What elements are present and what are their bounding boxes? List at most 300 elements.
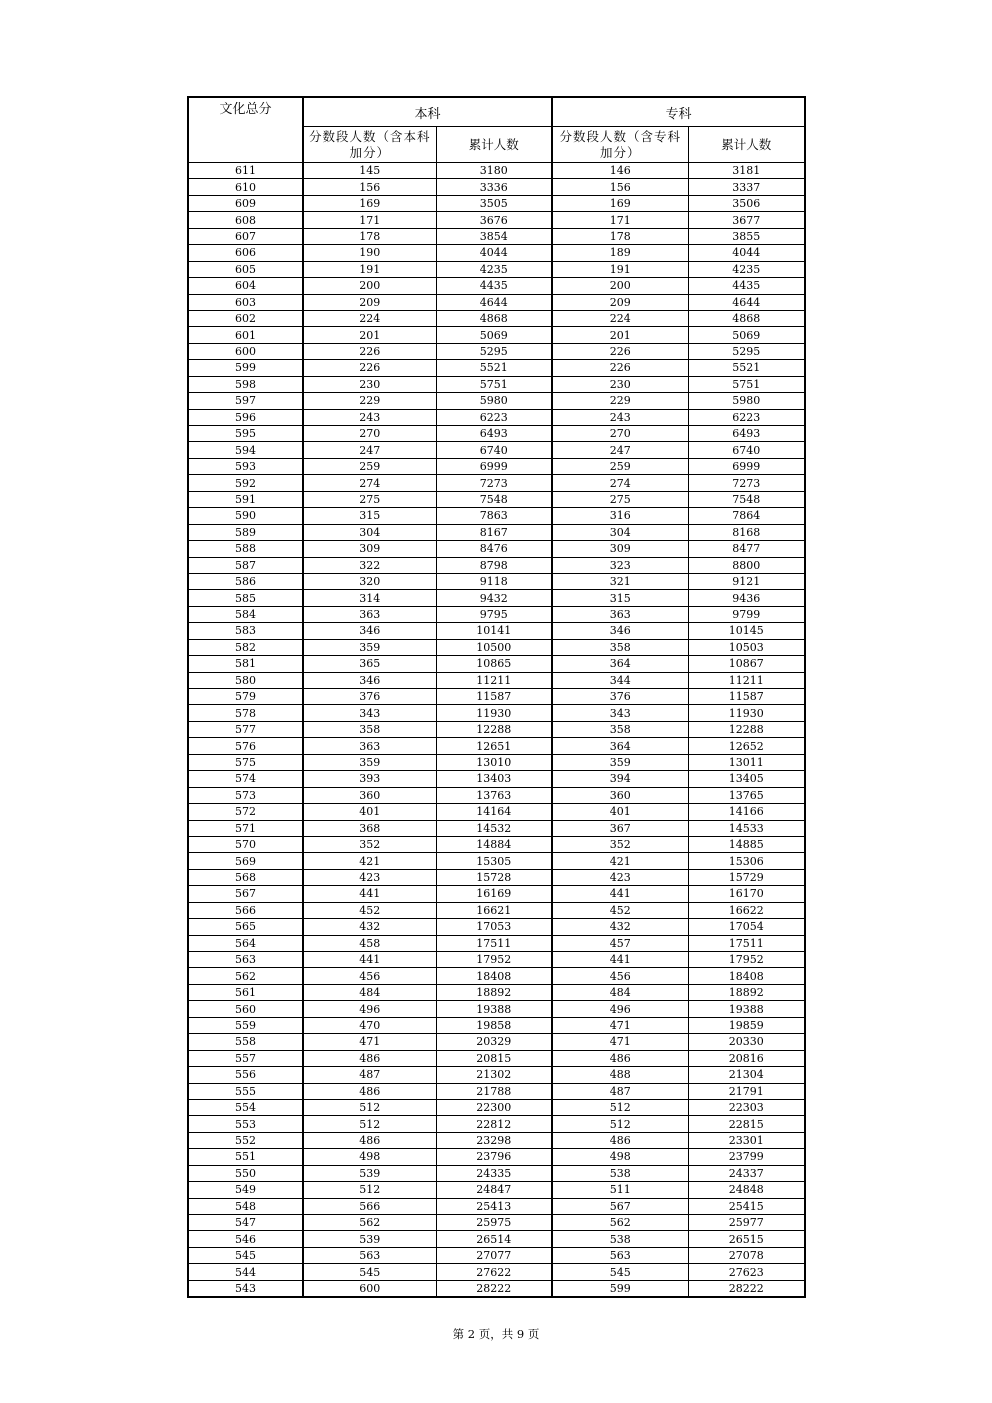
page-footer: 第 2 页，共 9 页 [452, 1327, 540, 1341]
zhuanke-count-cell: 169 [552, 195, 688, 211]
zhuanke-count-cell: 567 [552, 1198, 688, 1214]
score-cell: 556 [188, 1067, 303, 1083]
benke-count-cell: 201 [303, 327, 436, 343]
score-cell: 593 [188, 458, 303, 474]
zhuanke-cumulative-cell: 3855 [688, 228, 805, 244]
zhuanke-count-cell: 486 [552, 1132, 688, 1148]
table-row [188, 952, 805, 968]
zhuanke-cumulative-cell: 27623 [688, 1264, 805, 1280]
header-total-score: 文化总分 [188, 97, 303, 163]
benke-cumulative-cell: 5295 [436, 343, 552, 359]
benke-count-cell: 368 [303, 820, 436, 836]
zhuanke-cumulative-cell: 8168 [688, 524, 805, 540]
score-cell: 586 [188, 573, 303, 589]
benke-cumulative-cell: 17511 [436, 935, 552, 951]
benke-count-cell: 191 [303, 261, 436, 277]
zhuanke-cumulative-cell: 13765 [688, 787, 805, 803]
zhuanke-cumulative-cell: 6999 [688, 458, 805, 474]
benke-cumulative-cell: 22300 [436, 1099, 552, 1115]
zhuanke-cumulative-cell: 14885 [688, 836, 805, 852]
benke-count-cell: 486 [303, 1050, 436, 1066]
zhuanke-count-cell: 358 [552, 639, 688, 655]
benke-cumulative-cell: 5521 [436, 360, 552, 376]
benke-count-cell: 365 [303, 656, 436, 672]
zhuanke-count-cell: 360 [552, 787, 688, 803]
table-row [188, 212, 805, 228]
score-cell: 564 [188, 935, 303, 951]
zhuanke-count-cell: 538 [552, 1231, 688, 1247]
score-cell: 585 [188, 590, 303, 606]
benke-count-cell: 190 [303, 245, 436, 261]
benke-cumulative-cell: 5751 [436, 376, 552, 392]
benke-cumulative-cell: 20329 [436, 1034, 552, 1050]
score-cell: 594 [188, 442, 303, 458]
zhuanke-cumulative-cell: 22303 [688, 1099, 805, 1115]
benke-count-cell: 562 [303, 1215, 436, 1231]
zhuanke-count-cell: 359 [552, 754, 688, 770]
benke-cumulative-cell: 22812 [436, 1116, 552, 1132]
benke-cumulative-cell: 9118 [436, 573, 552, 589]
zhuanke-count-cell: 367 [552, 820, 688, 836]
benke-cumulative-cell: 26514 [436, 1231, 552, 1247]
benke-cumulative-cell: 11587 [436, 689, 552, 705]
zhuanke-cumulative-cell: 15306 [688, 853, 805, 869]
benke-cumulative-cell: 13010 [436, 754, 552, 770]
benke-cumulative-cell: 16169 [436, 886, 552, 902]
table-row [188, 343, 805, 359]
score-cell: 571 [188, 820, 303, 836]
zhuanke-count-cell: 229 [552, 393, 688, 409]
benke-count-cell: 230 [303, 376, 436, 392]
zhuanke-cumulative-cell: 26515 [688, 1231, 805, 1247]
zhuanke-count-cell: 209 [552, 294, 688, 310]
score-cell: 605 [188, 261, 303, 277]
table-row [188, 179, 805, 195]
zhuanke-count-cell: 562 [552, 1215, 688, 1231]
table-row [188, 458, 805, 474]
score-cell: 576 [188, 738, 303, 754]
zhuanke-count-cell: 323 [552, 557, 688, 573]
header-benke-count: 分数段人数（含本科加分） [303, 127, 436, 163]
zhuanke-cumulative-cell: 24848 [688, 1182, 805, 1198]
zhuanke-count-cell: 230 [552, 376, 688, 392]
table-row [188, 902, 805, 918]
score-cell: 611 [188, 163, 303, 179]
zhuanke-count-cell: 394 [552, 771, 688, 787]
table-row [188, 672, 805, 688]
zhuanke-count-cell: 352 [552, 836, 688, 852]
benke-count-cell: 512 [303, 1099, 436, 1115]
benke-cumulative-cell: 27077 [436, 1247, 552, 1263]
benke-cumulative-cell: 6493 [436, 426, 552, 442]
table-row [188, 689, 805, 705]
zhuanke-cumulative-cell: 25977 [688, 1215, 805, 1231]
table-row [188, 426, 805, 442]
zhuanke-count-cell: 358 [552, 721, 688, 737]
zhuanke-cumulative-cell: 15729 [688, 869, 805, 885]
benke-count-cell: 376 [303, 689, 436, 705]
zhuanke-cumulative-cell: 10503 [688, 639, 805, 655]
zhuanke-count-cell: 274 [552, 475, 688, 491]
zhuanke-count-cell: 563 [552, 1247, 688, 1263]
zhuanke-cumulative-cell: 11930 [688, 705, 805, 721]
zhuanke-cumulative-cell: 10145 [688, 623, 805, 639]
benke-count-cell: 458 [303, 935, 436, 951]
score-cell: 560 [188, 1001, 303, 1017]
table-row [188, 771, 805, 787]
zhuanke-count-cell: 538 [552, 1165, 688, 1181]
score-cell: 584 [188, 606, 303, 622]
table-row [188, 606, 805, 622]
zhuanke-count-cell: 512 [552, 1099, 688, 1115]
table-row [188, 1050, 805, 1066]
zhuanke-count-cell: 304 [552, 524, 688, 540]
benke-count-cell: 309 [303, 541, 436, 557]
table-row [188, 1215, 805, 1231]
table-row [188, 1280, 805, 1297]
score-cell: 600 [188, 343, 303, 359]
score-cell: 545 [188, 1247, 303, 1263]
zhuanke-cumulative-cell: 9436 [688, 590, 805, 606]
zhuanke-cumulative-cell: 27078 [688, 1247, 805, 1263]
score-cell: 590 [188, 508, 303, 524]
zhuanke-count-cell: 156 [552, 179, 688, 195]
benke-count-cell: 346 [303, 672, 436, 688]
zhuanke-count-cell: 146 [552, 163, 688, 179]
zhuanke-count-cell: 315 [552, 590, 688, 606]
zhuanke-count-cell: 189 [552, 245, 688, 261]
benke-cumulative-cell: 28222 [436, 1280, 552, 1297]
table-row [188, 705, 805, 721]
benke-count-cell: 363 [303, 606, 436, 622]
benke-cumulative-cell: 3180 [436, 163, 552, 179]
zhuanke-cumulative-cell: 23301 [688, 1132, 805, 1148]
benke-cumulative-cell: 9432 [436, 590, 552, 606]
benke-count-cell: 486 [303, 1132, 436, 1148]
benke-cumulative-cell: 17952 [436, 952, 552, 968]
zhuanke-count-cell: 321 [552, 573, 688, 589]
table-row [188, 623, 805, 639]
zhuanke-count-cell: 344 [552, 672, 688, 688]
benke-count-cell: 456 [303, 968, 436, 984]
zhuanke-count-cell: 178 [552, 228, 688, 244]
zhuanke-count-cell: 511 [552, 1182, 688, 1198]
table-row [188, 590, 805, 606]
score-cell: 565 [188, 919, 303, 935]
score-cell: 562 [188, 968, 303, 984]
benke-cumulative-cell: 4435 [436, 278, 552, 294]
zhuanke-count-cell: 457 [552, 935, 688, 951]
table-row [188, 721, 805, 737]
benke-count-cell: 566 [303, 1198, 436, 1214]
benke-count-cell: 360 [303, 787, 436, 803]
table-row [188, 804, 805, 820]
score-cell: 555 [188, 1083, 303, 1099]
benke-count-cell: 229 [303, 393, 436, 409]
zhuanke-cumulative-cell: 11587 [688, 689, 805, 705]
zhuanke-cumulative-cell: 6740 [688, 442, 805, 458]
table-row [188, 327, 805, 343]
zhuanke-count-cell: 484 [552, 984, 688, 1000]
zhuanke-count-cell: 343 [552, 705, 688, 721]
table-row [188, 310, 805, 326]
benke-cumulative-cell: 19858 [436, 1017, 552, 1033]
score-cell: 566 [188, 902, 303, 918]
table-row [188, 639, 805, 655]
zhuanke-count-cell: 432 [552, 919, 688, 935]
score-cell: 578 [188, 705, 303, 721]
benke-count-cell: 346 [303, 623, 436, 639]
zhuanke-count-cell: 441 [552, 952, 688, 968]
zhuanke-count-cell: 191 [552, 261, 688, 277]
benke-count-cell: 178 [303, 228, 436, 244]
zhuanke-count-cell: 270 [552, 426, 688, 442]
table-row [188, 163, 805, 179]
table-row [188, 869, 805, 885]
zhuanke-cumulative-cell: 21304 [688, 1067, 805, 1083]
zhuanke-cumulative-cell: 13405 [688, 771, 805, 787]
zhuanke-cumulative-cell: 23799 [688, 1149, 805, 1165]
benke-count-cell: 247 [303, 442, 436, 458]
benke-cumulative-cell: 10865 [436, 656, 552, 672]
score-cell: 558 [188, 1034, 303, 1050]
benke-cumulative-cell: 3676 [436, 212, 552, 228]
benke-cumulative-cell: 13763 [436, 787, 552, 803]
table-row [188, 508, 805, 524]
zhuanke-cumulative-cell: 6493 [688, 426, 805, 442]
zhuanke-count-cell: 226 [552, 360, 688, 376]
zhuanke-count-cell: 545 [552, 1264, 688, 1280]
score-cell: 609 [188, 195, 303, 211]
benke-count-cell: 169 [303, 195, 436, 211]
zhuanke-cumulative-cell: 5295 [688, 343, 805, 359]
zhuanke-cumulative-cell: 8800 [688, 557, 805, 573]
score-cell: 581 [188, 656, 303, 672]
benke-count-cell: 359 [303, 639, 436, 655]
zhuanke-count-cell: 346 [552, 623, 688, 639]
benke-count-cell: 512 [303, 1116, 436, 1132]
score-cell: 577 [188, 721, 303, 737]
benke-count-cell: 452 [303, 902, 436, 918]
benke-count-cell: 441 [303, 886, 436, 902]
table-row [188, 1034, 805, 1050]
benke-cumulative-cell: 10500 [436, 639, 552, 655]
benke-cumulative-cell: 6740 [436, 442, 552, 458]
zhuanke-cumulative-cell: 17054 [688, 919, 805, 935]
benke-count-cell: 359 [303, 754, 436, 770]
benke-count-cell: 600 [303, 1280, 436, 1297]
zhuanke-count-cell: 364 [552, 738, 688, 754]
benke-cumulative-cell: 21788 [436, 1083, 552, 1099]
zhuanke-cumulative-cell: 28222 [688, 1280, 805, 1297]
table-row [188, 573, 805, 589]
benke-count-cell: 363 [303, 738, 436, 754]
zhuanke-cumulative-cell: 25415 [688, 1198, 805, 1214]
zhuanke-cumulative-cell: 3337 [688, 179, 805, 195]
zhuanke-cumulative-cell: 12652 [688, 738, 805, 754]
zhuanke-count-cell: 512 [552, 1116, 688, 1132]
header-benke-cumulative: 累计人数 [436, 127, 552, 163]
table-row [188, 886, 805, 902]
zhuanke-count-cell: 171 [552, 212, 688, 228]
zhuanke-cumulative-cell: 7273 [688, 475, 805, 491]
benke-count-cell: 226 [303, 360, 436, 376]
table-row [188, 195, 805, 211]
zhuanke-count-cell: 275 [552, 491, 688, 507]
zhuanke-cumulative-cell: 6223 [688, 409, 805, 425]
benke-cumulative-cell: 23796 [436, 1149, 552, 1165]
benke-cumulative-cell: 18408 [436, 968, 552, 984]
score-cell: 595 [188, 426, 303, 442]
header-group-benke: 本科 [303, 97, 552, 127]
benke-cumulative-cell: 20815 [436, 1050, 552, 1066]
zhuanke-cumulative-cell: 5521 [688, 360, 805, 376]
table-row [188, 1067, 805, 1083]
score-cell: 589 [188, 524, 303, 540]
table-row [188, 1149, 805, 1165]
zhuanke-cumulative-cell: 12288 [688, 721, 805, 737]
table-row [188, 409, 805, 425]
table-row [188, 442, 805, 458]
table-row [188, 475, 805, 491]
table-row [188, 1182, 805, 1198]
benke-cumulative-cell: 6223 [436, 409, 552, 425]
zhuanke-cumulative-cell: 3181 [688, 163, 805, 179]
benke-count-cell: 512 [303, 1182, 436, 1198]
score-cell: 547 [188, 1215, 303, 1231]
zhuanke-count-cell: 247 [552, 442, 688, 458]
benke-count-cell: 224 [303, 310, 436, 326]
table-row [188, 656, 805, 672]
zhuanke-cumulative-cell: 16622 [688, 902, 805, 918]
benke-count-cell: 484 [303, 984, 436, 1000]
benke-count-cell: 275 [303, 491, 436, 507]
score-cell: 559 [188, 1017, 303, 1033]
score-cell: 553 [188, 1116, 303, 1132]
zhuanke-count-cell: 471 [552, 1034, 688, 1050]
score-cell: 596 [188, 409, 303, 425]
table-row [188, 984, 805, 1000]
benke-count-cell: 209 [303, 294, 436, 310]
zhuanke-cumulative-cell: 20330 [688, 1034, 805, 1050]
table-row [188, 820, 805, 836]
benke-count-cell: 496 [303, 1001, 436, 1017]
zhuanke-cumulative-cell: 17952 [688, 952, 805, 968]
zhuanke-count-cell: 486 [552, 1050, 688, 1066]
benke-cumulative-cell: 23298 [436, 1132, 552, 1148]
zhuanke-count-cell: 364 [552, 656, 688, 672]
benke-count-cell: 470 [303, 1017, 436, 1033]
score-cell: 572 [188, 804, 303, 820]
benke-count-cell: 304 [303, 524, 436, 540]
table-row [188, 491, 805, 507]
table-row [188, 1017, 805, 1033]
zhuanke-count-cell: 421 [552, 853, 688, 869]
score-cell: 603 [188, 294, 303, 310]
zhuanke-count-cell: 309 [552, 541, 688, 557]
score-cell: 544 [188, 1264, 303, 1280]
zhuanke-cumulative-cell: 10867 [688, 656, 805, 672]
table-row [188, 261, 805, 277]
benke-count-cell: 539 [303, 1165, 436, 1181]
benke-cumulative-cell: 19388 [436, 1001, 552, 1017]
score-cell: 582 [188, 639, 303, 655]
benke-cumulative-cell: 3505 [436, 195, 552, 211]
benke-count-cell: 226 [303, 343, 436, 359]
benke-cumulative-cell: 25975 [436, 1215, 552, 1231]
benke-count-cell: 156 [303, 179, 436, 195]
score-cell: 573 [188, 787, 303, 803]
benke-cumulative-cell: 24847 [436, 1182, 552, 1198]
benke-cumulative-cell: 14884 [436, 836, 552, 852]
score-cell: 598 [188, 376, 303, 392]
zhuanke-count-cell: 243 [552, 409, 688, 425]
table-row [188, 1165, 805, 1181]
table-row [188, 1116, 805, 1132]
score-cell: 583 [188, 623, 303, 639]
benke-count-cell: 471 [303, 1034, 436, 1050]
score-cell: 551 [188, 1149, 303, 1165]
benke-cumulative-cell: 7863 [436, 508, 552, 524]
zhuanke-count-cell: 423 [552, 869, 688, 885]
zhuanke-cumulative-cell: 4868 [688, 310, 805, 326]
table-body [188, 163, 805, 1298]
zhuanke-count-cell: 456 [552, 968, 688, 984]
benke-cumulative-cell: 3854 [436, 228, 552, 244]
table-row [188, 1247, 805, 1263]
score-cell: 601 [188, 327, 303, 343]
zhuanke-cumulative-cell: 4044 [688, 245, 805, 261]
header-group-zhuanke: 专科 [552, 97, 805, 127]
score-cell: 569 [188, 853, 303, 869]
zhuanke-cumulative-cell: 14533 [688, 820, 805, 836]
zhuanke-count-cell: 316 [552, 508, 688, 524]
zhuanke-count-cell: 363 [552, 606, 688, 622]
score-cell: 575 [188, 754, 303, 770]
zhuanke-cumulative-cell: 21791 [688, 1083, 805, 1099]
table-row [188, 738, 805, 754]
zhuanke-count-cell: 401 [552, 804, 688, 820]
benke-cumulative-cell: 9795 [436, 606, 552, 622]
header-zhuanke-count: 分数段人数（含专科加分） [552, 127, 688, 163]
benke-count-cell: 270 [303, 426, 436, 442]
benke-cumulative-cell: 4644 [436, 294, 552, 310]
benke-cumulative-cell: 21302 [436, 1067, 552, 1083]
zhuanke-cumulative-cell: 3677 [688, 212, 805, 228]
benke-count-cell: 487 [303, 1067, 436, 1083]
zhuanke-cumulative-cell: 4235 [688, 261, 805, 277]
score-cell: 557 [188, 1050, 303, 1066]
zhuanke-cumulative-cell: 19859 [688, 1017, 805, 1033]
benke-count-cell: 358 [303, 721, 436, 737]
table-row [188, 787, 805, 803]
zhuanke-count-cell: 452 [552, 902, 688, 918]
zhuanke-cumulative-cell: 18408 [688, 968, 805, 984]
table-row [188, 968, 805, 984]
benke-count-cell: 343 [303, 705, 436, 721]
zhuanke-cumulative-cell: 3506 [688, 195, 805, 211]
table-row [188, 1231, 805, 1247]
table-row [188, 1264, 805, 1280]
benke-cumulative-cell: 5069 [436, 327, 552, 343]
benke-count-cell: 200 [303, 278, 436, 294]
zhuanke-cumulative-cell: 22815 [688, 1116, 805, 1132]
score-cell: 606 [188, 245, 303, 261]
score-cell: 546 [188, 1231, 303, 1247]
benke-count-cell: 315 [303, 508, 436, 524]
zhuanke-count-cell: 201 [552, 327, 688, 343]
benke-cumulative-cell: 12288 [436, 721, 552, 737]
